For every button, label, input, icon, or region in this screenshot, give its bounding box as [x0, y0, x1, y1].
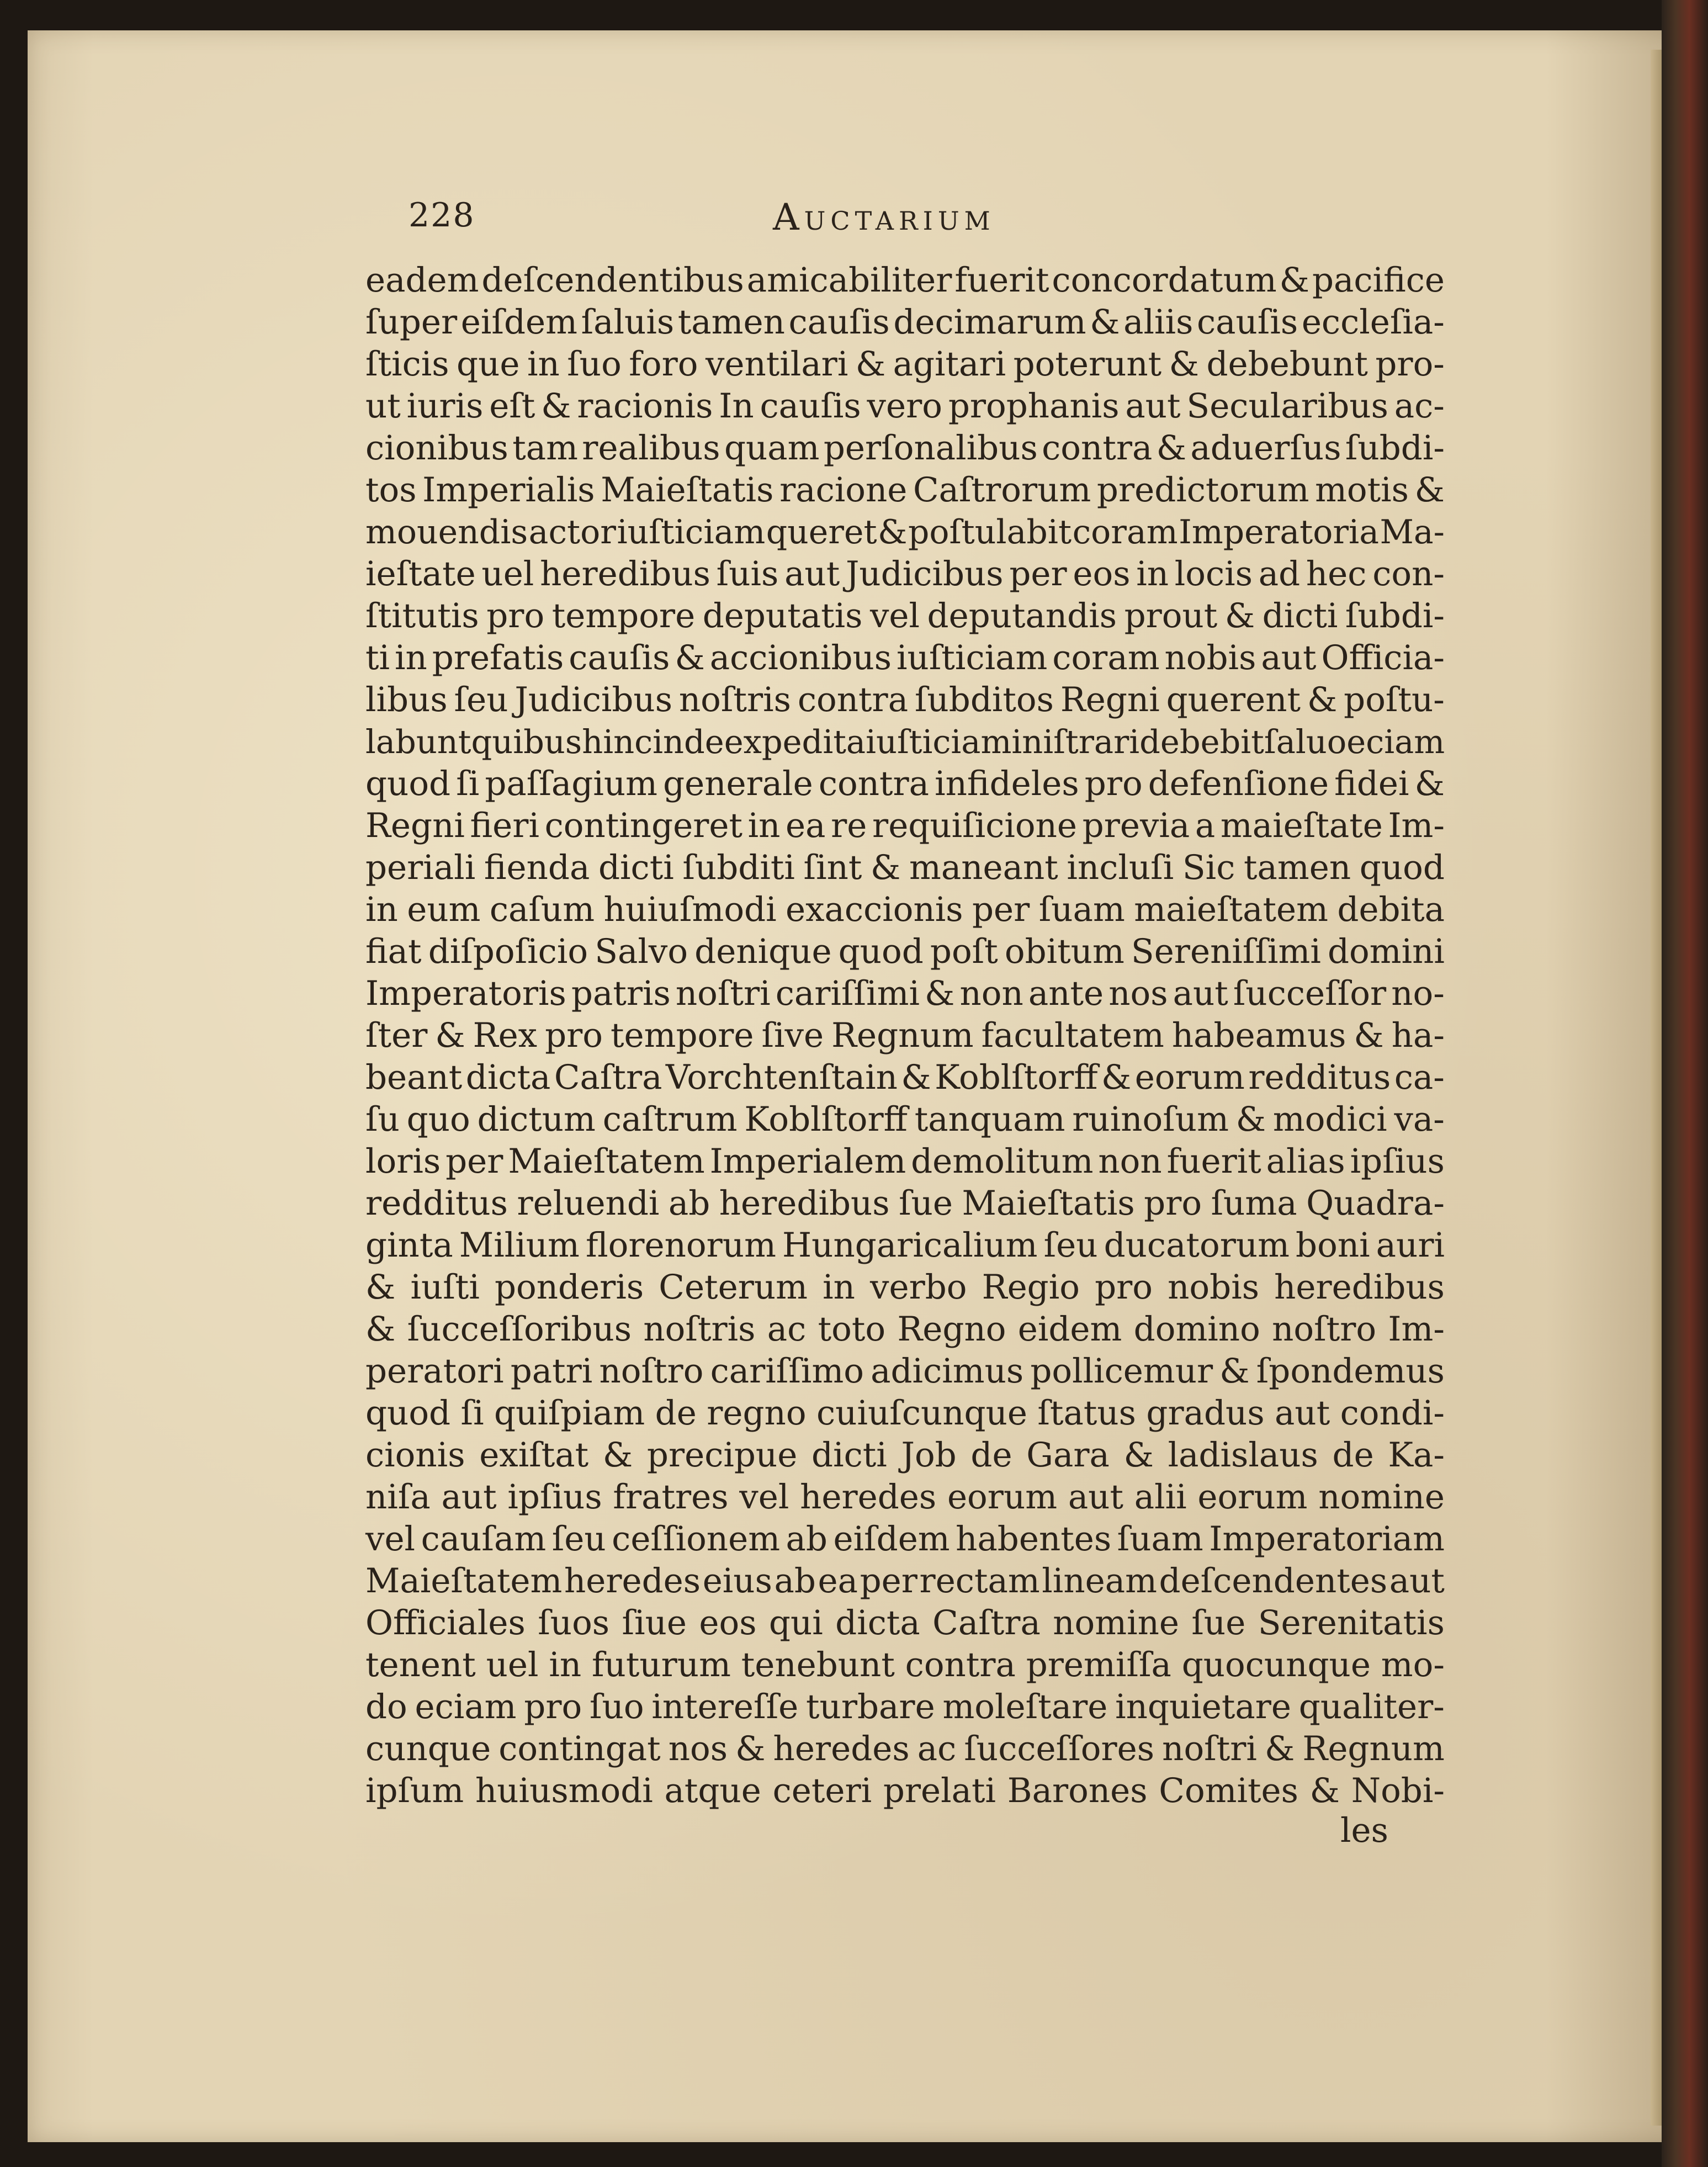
text-line: ut iuris eſt & racionis In cauſis vero prophanis aut Secularibus ac-: [365, 386, 1445, 426]
text-line: cionibus tam realibus quam perſonalibus contra & aduerſus ſubdi-: [365, 428, 1445, 468]
text-line: ginta Milium florenorum Hungaricalium ſeu ducatorum boni auri: [365, 1226, 1445, 1265]
text-line: libus ſeu Judicibus noſtris contra ſubditos Regni querent & poſtu-: [365, 680, 1445, 719]
text-line: ſuper eiſdem ſaluis tamen cauſis decimarum & aliis cauſis eccleſia-: [365, 303, 1445, 342]
text-line: cionis exiſtat & precipue dicti Job de Gara & ladislaus de Ka-: [365, 1435, 1445, 1475]
page-header: [409, 196, 1468, 246]
text-line: cunque contingat nos & heredes ac ſucceſſores noſtri & Regnum: [365, 1729, 1445, 1768]
text-line: ieſtate uel heredibus ſuis aut Judicibus per eos in locis ad hec con-: [365, 554, 1445, 594]
text-line: mouendis actor iuſticiam queret & poſtulabit coram Imperatoria Ma-: [365, 513, 1445, 552]
text-line: niſa aut ipſius fratres vel heredes eorum aut alii eorum nomine: [365, 1477, 1445, 1517]
book-binding: [1662, 0, 1708, 2167]
page-number: 228: [409, 196, 475, 235]
text-line: ipſum huiusmodi atque ceteri prelati Barones Comites & Nobi-: [365, 1771, 1445, 1810]
text-line: & iuſti ponderis Ceterum in verbo Regio pro nobis heredibus: [365, 1268, 1445, 1307]
text-line: eadem deſcendentibus amicabiliter fuerit concordatum & pacifice: [365, 261, 1445, 300]
text-line: ſu quo dictum caſtrum Koblſtorff tanquam ruinoſum & modici va-: [365, 1100, 1445, 1139]
text-line: Regni fieri contingeret in ea re requiſicione previa a maieſtate Im-: [365, 806, 1445, 845]
text-line: fiat diſpoſicio Salvo denique quod poſt obitum Sereniſſimi domini: [365, 932, 1445, 971]
text-line: peratori patri noſtro cariſſimo adicimus pollicemur & ſpondemus: [365, 1352, 1445, 1391]
text-line: ti in prefatis cauſis & accionibus iuſticiam coram nobis aut Officia-: [365, 638, 1445, 677]
text-line: redditus reluendi ab heredibus ſue Maieſtatis pro ſuma Quadra-: [365, 1184, 1445, 1223]
text-line: Imperatoris patris noſtri cariſſimi & non ante nos aut ſucceſſor no-: [365, 974, 1445, 1013]
text-line: in eum caſum huiuſmodi exaccionis per ſuam maieſtatem debita: [365, 890, 1445, 929]
text-line: labunt quibus hincinde expedita iuſticia miniſtrari debebit ſaluo eciam: [365, 723, 1445, 761]
text-line: ſter & Rex pro tempore ſive Regnum facultatem habeamus & ha-: [365, 1016, 1445, 1055]
catchword: les: [1340, 1811, 1388, 1850]
text-line: beant dicta Caſtra Vorchtenſtain & Koblſtorff & eorum redditus ca-: [365, 1058, 1445, 1097]
text-line: ſtitutis pro tempore deputatis vel deputandis prout & dicti ſubdi-: [365, 596, 1445, 635]
page-edge: [1651, 50, 1663, 2126]
running-head: Auctarium: [773, 196, 995, 239]
text-line: periali fienda dicti ſubditi ſint & maneant incluſi Sic tamen quod: [365, 848, 1445, 887]
text-line: loris per Maieſtatem Imperialem demolitum non fuerit alias ipſius: [365, 1142, 1445, 1181]
text-line: quod ſi paſſagium generale contra infideles pro defenſione fidei &: [365, 764, 1445, 803]
text-line: Officiales ſuos ſiue eos qui dicta Caſtra nomine ſue Serenitatis: [365, 1603, 1445, 1643]
text-line: tenent uel in futurum tenebunt contra premiſſa quocunque mo-: [365, 1645, 1445, 1684]
text-line: Maieſtatem heredes eius ab ea per rectam lineam deſcendentes aut: [365, 1561, 1445, 1601]
text-line: vel cauſam ſeu ceſſionem ab eiſdem habentes ſuam Imperatoriam: [365, 1519, 1445, 1559]
body-text: [365, 259, 1445, 1812]
text-line: tos Imperialis Maieſtatis racione Caſtrorum predictorum motis &: [365, 470, 1445, 510]
text-line: quod ſi quiſpiam de regno cuiuſcunque ſtatus gradus aut condi-: [365, 1394, 1445, 1433]
text-line: ſticis que in ſuo foro ventilari & agitari poterunt & debebunt pro-: [365, 345, 1445, 384]
text-line: & ſucceſſoribus noſtris ac toto Regno eidem domino noſtro Im-: [365, 1310, 1445, 1349]
text-line: do eciam pro ſuo intereſſe turbare moleſtare inquietare qualiter-: [365, 1687, 1445, 1726]
